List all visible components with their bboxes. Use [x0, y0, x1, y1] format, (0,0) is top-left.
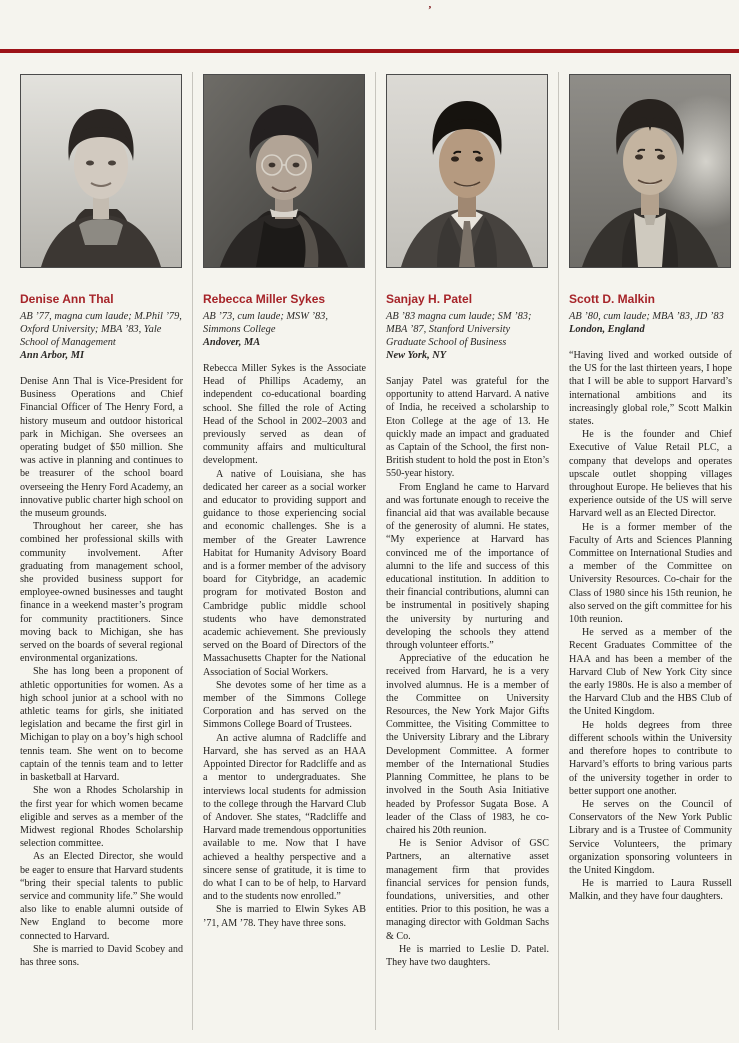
bio-paragraph: A native of Louisiana, she has dedicated her career as a social worker and educator to providing support and guidance to those experiencing social and economic challenges. She is a member of the Greater Lawrence Habitat for Humanity Advisory Board and is a former member of the advisory board for Citybridge, an academic program for motivated Boston and Cambridge public middle school students who have demonstrated academic achievement. She previously served on the Board of Directors of the Massachusetts Chapter for the National Association of Social Workers.: [203, 468, 366, 678]
bio-paragraph: He is married to Leslie D. Patel. They have two daughters.: [386, 943, 549, 968]
portrait-scott-malkin-photo: [569, 74, 731, 268]
portrait-rebecca-sykes-photo: [203, 74, 365, 268]
candidate-bio: [569, 349, 732, 904]
candidate-location: Andover, MA: [203, 337, 261, 348]
candidate-credentials: AB ’80, cum laude; MBA ’83, JD ’83: [569, 311, 724, 322]
candidate-bio: [20, 375, 183, 969]
bio-paragraph: He holds degrees from three different schools within the University and therefore hopes to contribute to Harvard’s efforts to bring various parts of the university together in order to better support one another.: [569, 719, 732, 797]
bio-paragraph: She devotes some of her time as a member of the Simmons College Corporation and has served on the Simmons College Board of Trustees.: [203, 679, 366, 731]
bio-paragraph: She is married to David Scobey and has three sons.: [20, 943, 183, 968]
bio-paragraph: He serves on the Council of Conservators of the New York Public Library and is a Trustee of Community Service Volunteers, the primary organization sponsoring volunteers in the United Kingdom.: [569, 798, 732, 876]
bio-paragraph: She won a Rhodes Scholarship in the first year for which women became eligible and serves as a member of the Midwest regional Rhodes Scholarship selection committee.: [20, 785, 183, 850]
candidate-credentials: AB ’83 magna cum laude; SM ’83; MBA ’87, Stanford University Graduate School of Business: [386, 311, 532, 348]
portrait-sanjay-patel-photo: [386, 74, 548, 268]
bio-paragraph: He is a former member of the Faculty of Arts and Sciences Planning Committee on International Studies and a member of the Committee on University Resources. Co-chair for the Class of 1980 since his 15th reunion, he also served on the gift committee for his 10th reunion.: [569, 521, 732, 626]
bio-paragraph: He is the founder and Chief Executive of Value Retail PLC, a company that develops and operates upscale outlet shopping villages throughout Europe. He believes that his experience outside of the US will serve Harvard well as an Elected Director.: [569, 429, 732, 520]
column-divider: [375, 72, 376, 1030]
top-red-rule: [0, 49, 739, 53]
bio-paragraph: As an Elected Director, she would be eager to ensure that Harvard students “bring their special talents to public service and community life.” She would also like to enable alumni outside of New England to become more connected to Harvard.: [20, 851, 183, 942]
candidate-name: Denise Ann Thal: [20, 292, 114, 306]
candidate-location: Ann Arbor, MI: [20, 350, 85, 361]
bio-paragraph: She is married to Elwin Sykes AB ’71, AM ’78. They have three sons.: [203, 904, 366, 929]
bio-paragraph: He is married to Laura Russell Malkin, and they have four daughters.: [569, 878, 732, 903]
candidate-name: Sanjay H. Patel: [386, 292, 473, 306]
bio-paragraph: She has long been a proponent of athletic opportunities for women. As a high school junior at a school with no athletic teams for girls, she initiated legislation and became the first girl in Michigan to play on a boy’s high school tennis team. She went on to become captain of the tennis team and to letter in basketball at Harvard.: [20, 666, 183, 784]
scan-artifact-mark: ’: [428, 4, 432, 16]
bio-paragraph: Appreciative of the education he received from Harvard, he is a very involved alumnus. He is a member of the Committee on University Resources, the New York Major Gifts Committee, the Visiting Committee to the University Library and the Library Development Committee. A former member of the International Studies Planning Committee, he plans to be involved in the South Asia Initiative headed by Professor Sugata Bose. A leader of the Class of 1983, he co-chaired his 20th reunion.: [386, 653, 549, 836]
candidate-credentials: AB ’77, magna cum laude; M.Phil ’79, Oxford University; MBA ’83, Yale School of Management: [20, 311, 182, 348]
bio-paragraph: Throughout her career, she has combined her professional skills with community involvement. After graduating from management school, she provided business support for employee-owned businesses and taught finance in a weekend master’s program for community practitioners. Since moving back to Michigan, she has served on the boards of several regional environmental organizations.: [20, 521, 183, 665]
bio-paragraph: Rebecca Miller Sykes is the Associate Head of Phillips Academy, an independent co-educational boarding school. She filled the role of Acting Head of the School in 2002–2003 and previously served as dean of community affairs and multicultural development.: [203, 363, 366, 467]
candidate-location: London, England: [569, 324, 645, 335]
bio-paragraph: He served as a member of the Recent Graduates Committee of the HAA and has been a member of the Harvard Club of New York City since the early 1980s. He is also a member of the Harvard Club and the HBS Club of the United Kingdom.: [569, 627, 732, 718]
bio-paragraph: Sanjay Patel was grateful for the opportunity to attend Harvard. A native of India, he received a scholarship to Eton College at the age of 13. He quickly made an impact and graduated as Captain of the School, the first non-British student to hold the post in Eton’s 550-year history.: [386, 376, 549, 480]
column-divider: [558, 72, 559, 1030]
bio-paragraph: From England he came to Harvard and was fortunate enough to receive the financial aid that was available because of the generosity of alumni. He states, “My experience at Harvard has convinced me of the importance of alumni to the life and success of this educational institution. In addition to their financial contributions, alumni can be instrumental in positively shaping the university by nurturing and developing the schools they attend through volunteer efforts.”: [386, 481, 549, 652]
candidate-bio: [203, 362, 366, 930]
candidate-name: Rebecca Miller Sykes: [203, 292, 326, 306]
column-divider: [192, 72, 193, 1030]
bio-paragraph: He is Senior Advisor of GSC Partners, an alternative asset management firm that provides financial services for pension funds, foundations, universities, and other entities. Prior to this position, he was a managing director with Goldman Sachs & Co.: [386, 838, 549, 942]
candidate-name: Scott D. Malkin: [569, 292, 656, 306]
candidate-column-malkin: [569, 70, 732, 904]
candidate-column-thal: [20, 70, 183, 969]
candidate-column-sykes: [203, 70, 366, 930]
candidate-bio: [386, 375, 549, 969]
bio-paragraph: Denise Ann Thal is Vice-President for Business Operations and Chief Financial Officer of The Henry Ford, a history museum and outdoor historical park in Michigan. She oversees an operating budget of $50 million. She was active in planning and continues to be treasurer of the school board overseeing the Henry Ford Academy, an innovative public charter high school on the museum grounds.: [20, 376, 183, 520]
candidate-column-patel: [386, 70, 549, 969]
candidate-location: New York, NY: [386, 350, 447, 361]
portrait-denise-thal-photo: [20, 74, 182, 268]
candidate-columns: [20, 70, 732, 1030]
bio-paragraph: “Having lived and worked outside of the US for the last thirteen years, I hope that I will be able to support Harvard’s international ambitions and its increasingly global role,” Scott Malkin states.: [569, 350, 732, 428]
bio-paragraph: An active alumna of Radcliffe and Harvard, she has served as an HAA Appointed Director for Radcliffe and as a mentor to undergraduates. She interviews local students for admission to the college through the Harvard Club of Andover. She states, “Radcliffe and Harvard made tremendous opportunities available to me. Now that I have achieved a healthy perspective and a sincere sense of gratitude, it is time to do what I can to be of help, to Harvard and to the students now enrolled.”: [203, 732, 366, 903]
candidate-credentials: AB ’73, cum laude; MSW ’83, Simmons College: [203, 311, 328, 335]
